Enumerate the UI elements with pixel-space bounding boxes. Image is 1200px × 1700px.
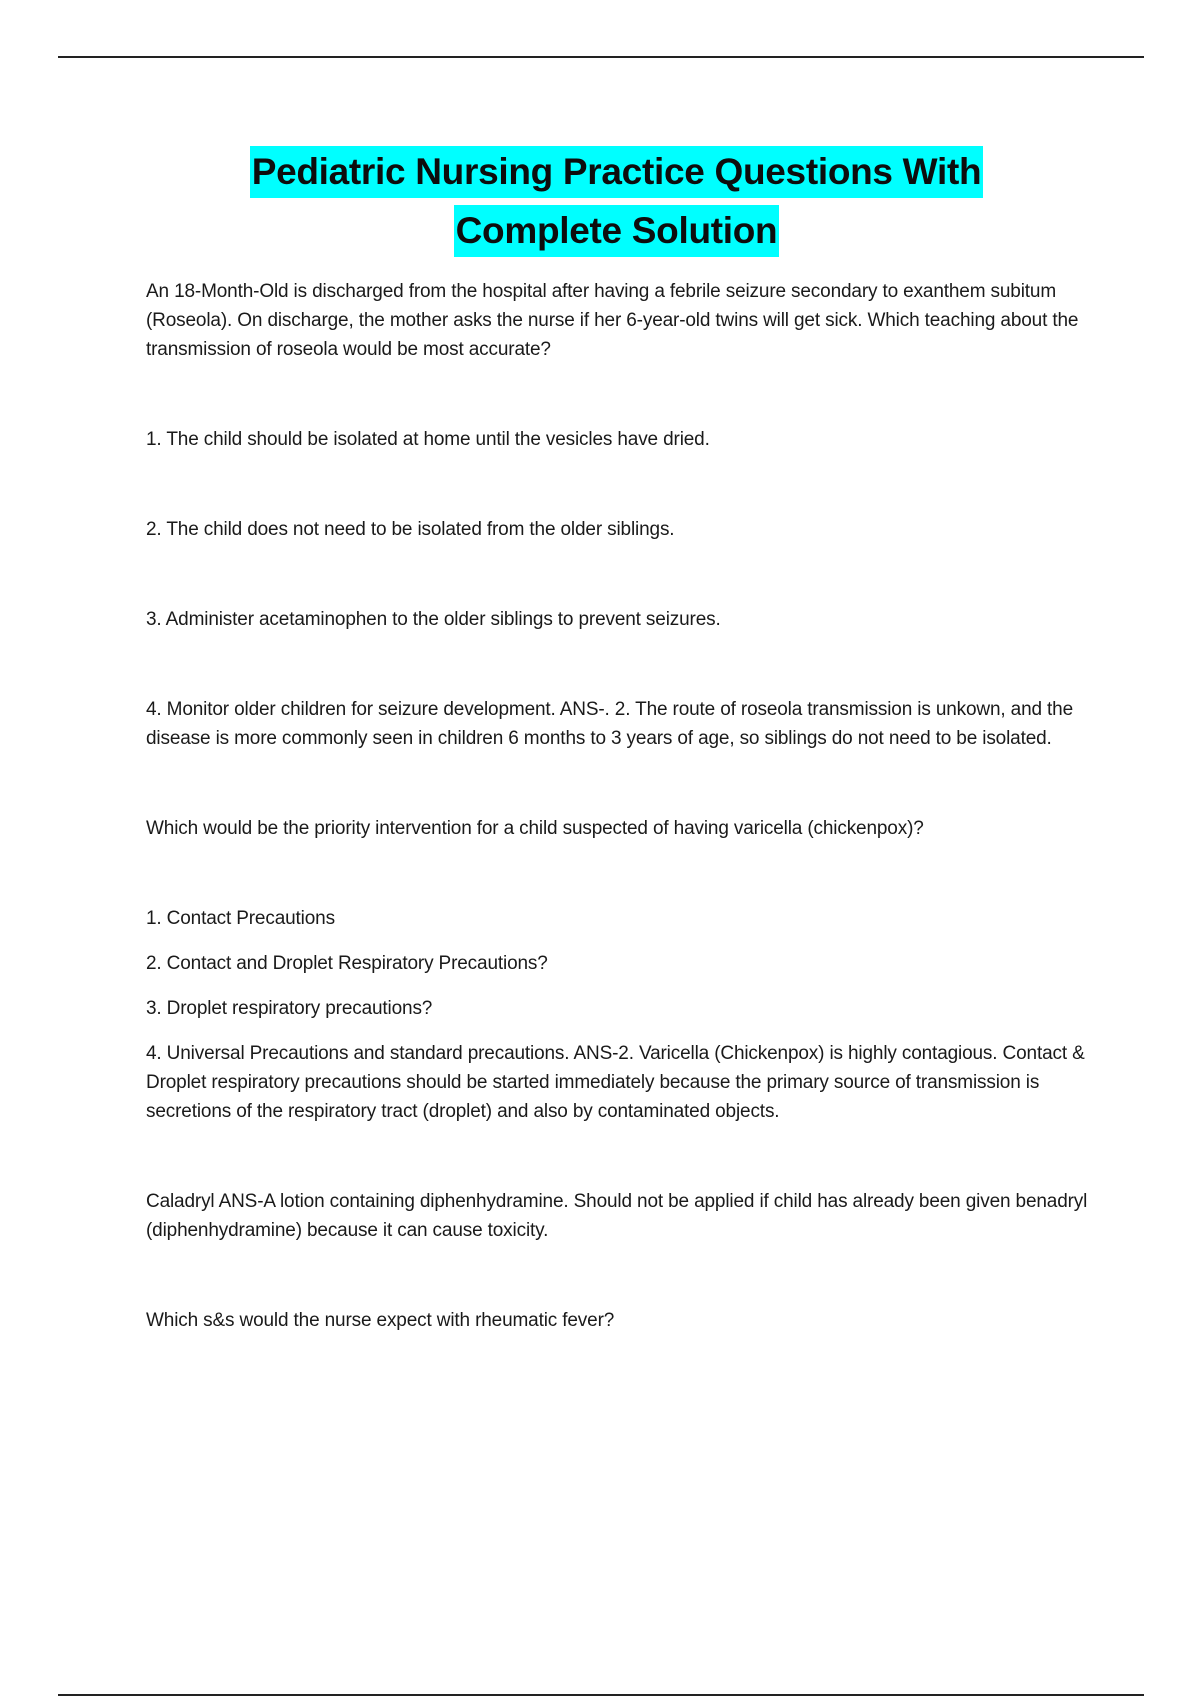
document-body [146,277,1096,1335]
question-2-option-2: 2. Contact and Droplet Respiratory Precautions? [146,953,548,974]
question-1-option-2: 2. The child does not need to be isolated from the older siblings. [146,519,675,540]
question-1-option-3: 3. Administer acetaminophen to the older siblings to prevent seizures. [146,609,721,630]
header-rule [58,56,1144,58]
question-2-stem: Which would be the priority intervention for a child suspected of having varicella (chickenpox)? [146,818,924,839]
question-1-option-4-answer: 4. Monitor older children for seizure development. ANS-. 2. The route of roseola transmission is unkown, and the disease is more commonly seen in children 6 months to 3 years of age, so siblings do not need to be isolated. [146,699,1074,749]
question-2-option-1: 1. Contact Precautions [146,908,335,929]
question-1-option-1: 1. The child should be isolated at home until the vesicles have dried. [146,429,710,450]
question-4-stem: Which s&s would the nurse expect with rheumatic fever? [146,1310,615,1331]
title-line-2: Complete Solution [454,205,780,257]
question-3-text: Caladryl ANS-A lotion containing diphenhydramine. Should not be applied if child has already been given benadryl (diphenhydramine) because it can cause toxicity. [146,1191,1088,1241]
title-line-1: Pediatric Nursing Practice Questions With [250,146,984,198]
document-title [100,146,1133,257]
footer-rule [58,1694,1144,1696]
question-1-stem: An 18-Month-Old is discharged from the hospital after having a febrile seizure secondary to exanthem subitum (Roseola). On discharge, the mother asks the nurse if her 6-year-old twins will get sick. Which teaching about the transmission of roseola would be most accurate? [146,281,1079,360]
question-2-option-4-answer: 4. Universal Precautions and standard precautions. ANS-2. Varicella (Chickenpox) is highly contagious. Contact & Droplet respiratory precautions should be started immediately because the primary source of transmission is secretions of the respiratory tract (droplet) and also by contaminated objects. [146,1043,1085,1122]
question-2-option-3: 3. Droplet respiratory precautions? [146,998,433,1019]
